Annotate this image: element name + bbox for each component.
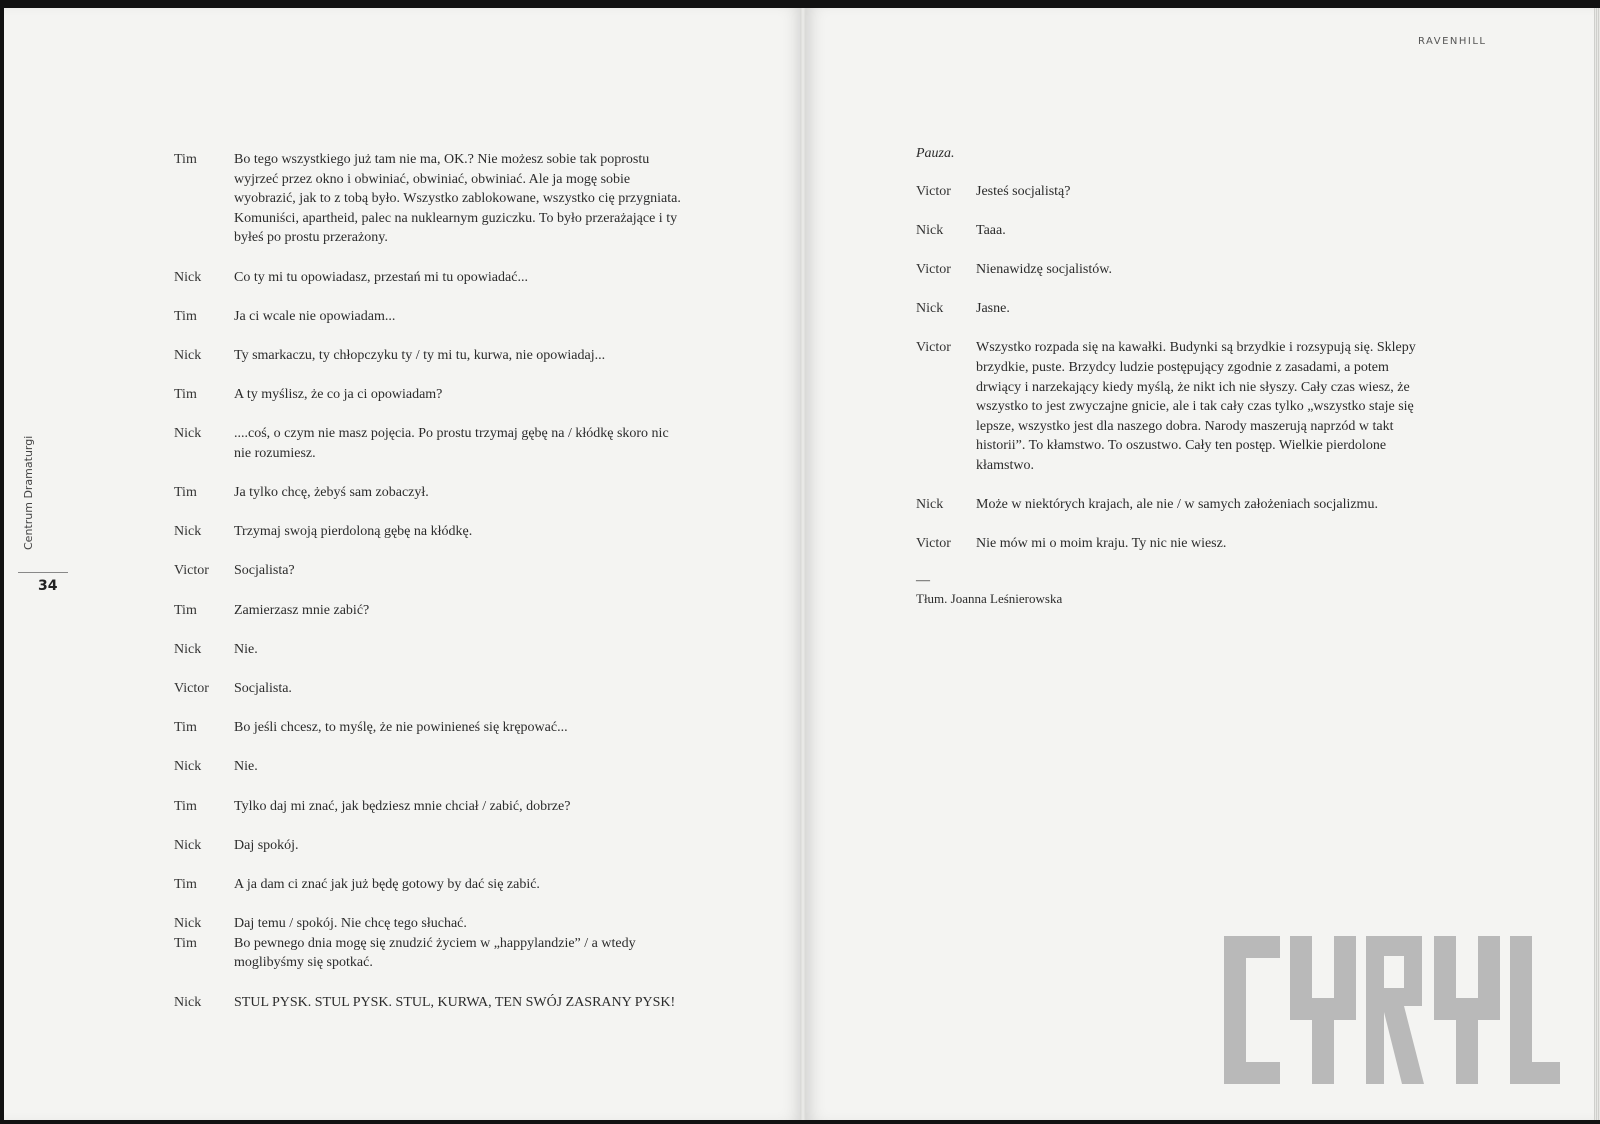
line-text: Co ty mi tu opowiadasz, przestań mi tu opowiadać... [234,269,528,285]
page-number: 34 [38,578,58,594]
line-text: Jasne. [976,301,1010,317]
line-text: Socjalista? [234,563,295,579]
line-text: Ja tylko chcę, żebyś sam zobaczył. [234,485,429,501]
line-text: Daj spokój. [234,837,299,853]
logo-letter-c [1224,936,1280,1084]
line-text: Bo tego wszystkiego już tam nie ma, OK.? Nie możesz sobie tak poprostu wyjrzeć przez okno i obwiniać, obwiniać, obwiniać. Ale ja mogę sobie wyobrazić, jak to z tobą było. Wszystko zablokowane, wszystko cię przygniata. Komuniści, apartheid, palec na nuklearnym guziczku. To było przerażające i ty byłeś po prostu przerażony. [234,152,681,246]
speaker: Nick [174,994,202,1010]
speaker: Tim [174,387,197,403]
dialogue-line [916,534,1426,554]
speaker: Tim [174,485,197,501]
line-text: Bo pewnego dnia mogę się znudzić życiem w „happylandzie” / a wtedy moglibyśmy się spotkać. [234,935,636,971]
stage-direction: Pauza. [916,146,955,161]
dialogue-line [916,260,1426,280]
line-text: Bo jeśli chcesz, to myślę, że nie powinieneś się krępować... [234,720,568,736]
dialogue-line [916,338,1426,475]
dialogue-line [174,150,684,248]
line-text: Daj temu / spokój. Nie chcę tego słuchać. [234,916,467,932]
section-dash: — [916,573,930,589]
page-edges [1594,8,1600,1120]
translator-credit: Tłum. Joanna Leśnierowska [916,591,1063,607]
logo-letter-y [1290,936,1356,1084]
speaker: Victor [174,681,209,697]
dialogue-line [174,757,684,777]
dialogue-line [174,993,684,1013]
line-text: Nie mów mi o moim kraju. Ty nic nie wiesz. [976,536,1227,552]
speaker: Nick [174,837,202,853]
speaker: Nick [174,426,202,442]
dialogue-line [916,221,1426,241]
speaker: Nick [174,641,202,657]
speaker: Tim [174,798,197,814]
dialogue-line [174,601,684,621]
line-text: ....coś, o czym nie masz pojęcia. Po prostu trzymaj gębę na / kłódkę skoro nic nie rozumiesz. [234,426,669,461]
line-text: A ja dam ci znać jak już będę gotowy by dać się zabić. [234,876,540,892]
speaker: Victor [174,563,209,579]
cyryl-watermark-logo [1224,936,1560,1084]
logo-letter-y2 [1434,936,1500,1084]
speaker: Tim [174,935,197,951]
dialogue-line [174,385,684,405]
dialogue-line [174,561,684,581]
dialogue-line [174,424,684,463]
speaker: Nick [174,916,202,932]
line-text: Socjalista. [234,681,292,697]
left-dialogue [174,150,684,1032]
speaker: Nick [174,269,202,285]
side-label: Centrum Dramaturgi [22,435,35,550]
logo-letter-r [1366,936,1424,1084]
dialogue-line [916,495,1426,515]
line-text: Jesteś socjalistą? [976,183,1071,199]
line-text: Ty smarkaczu, ty chłopczyku ty / ty mi tu, kurwa, nie opowiadaj... [234,347,606,363]
dialogue-line [174,679,684,699]
dialogue-line [174,718,684,738]
line-text: Nienawidzę socjalistów. [976,261,1112,277]
dialogue-line [174,640,684,660]
speaker: Victor [916,536,951,552]
speaker: Tim [174,876,197,892]
dialogue-line [174,934,684,973]
dialogue-line [916,299,1426,319]
dialogue-line [174,836,684,856]
right-dialogue [916,146,1426,607]
speaker: Tim [174,602,197,618]
speaker: Tim [174,720,197,736]
speaker: Victor [916,340,951,356]
dialogue-line [174,346,684,366]
book-gutter [800,8,806,1120]
side-rule [18,572,68,573]
speaker: Tim [174,152,197,167]
line-text: Zamierzasz mnie zabić? [234,602,370,618]
dialogue-line [174,797,684,817]
line-text: Nie. [234,641,258,657]
line-text: Wszystko rozpada się na kawałki. Budynki są brzydkie i rozsypują się. Sklepy brzydkie, puste. Brzydcy ludzie postępujący zgodnie z zasadami, a potem drwiący i narzekający kiedy myślą, że nikt ich nie słyszy. Cały czas wiesz, że wszystko to jest zwyczajne gnicie, ale i tak cały czas tylko „wszystko staje się lepsze, wszystko jest dla naszego dobra. Narody maszerują naprzód w takt historii”. To kłamstwo. To oszustwo. Cały ten postęp. Wielkie pierdolone kłamstwo. [976,340,1416,473]
speaker: Nick [916,222,944,238]
line-text: A ty myślisz, że co ja ci opowiadam? [234,387,443,403]
line-text: Tylko daj mi znać, jak będziesz mnie chciał / zabić, dobrze? [234,798,571,814]
line-text: Ja ci wcale nie opowiadam... [234,308,396,324]
speaker: Victor [916,183,951,199]
speaker: Victor [916,261,951,277]
speaker: Nick [916,497,944,513]
speaker: Nick [174,347,202,363]
speaker: Nick [174,524,202,540]
dialogue-line [174,914,684,934]
running-head: RAVENHILL [1418,36,1487,47]
dialogue-line [174,522,684,542]
line-text: Nie. [234,759,258,775]
speaker: Tim [174,308,197,324]
dialogue-line [174,483,684,503]
watermark-letters [1224,936,1560,1084]
dialogue-line [174,268,684,288]
dialogue-line [174,875,684,895]
line-text: Taaa. [976,222,1006,238]
speaker: Nick [174,759,202,775]
line-text: Trzymaj swoją pierdoloną gębę na kłódkę. [234,524,473,540]
logo-letter-l [1510,936,1560,1084]
speaker: Nick [916,301,944,317]
line-text: STUL PYSK. STUL PYSK. STUL, KURWA, TEN SWÓJ ZASRANY PYSK! [234,994,676,1010]
dialogue-line [916,182,1426,202]
line-text: Może w niektórych krajach, ale nie / w samych założeniach socjalizmu. [976,497,1378,513]
dialogue-line [174,307,684,327]
